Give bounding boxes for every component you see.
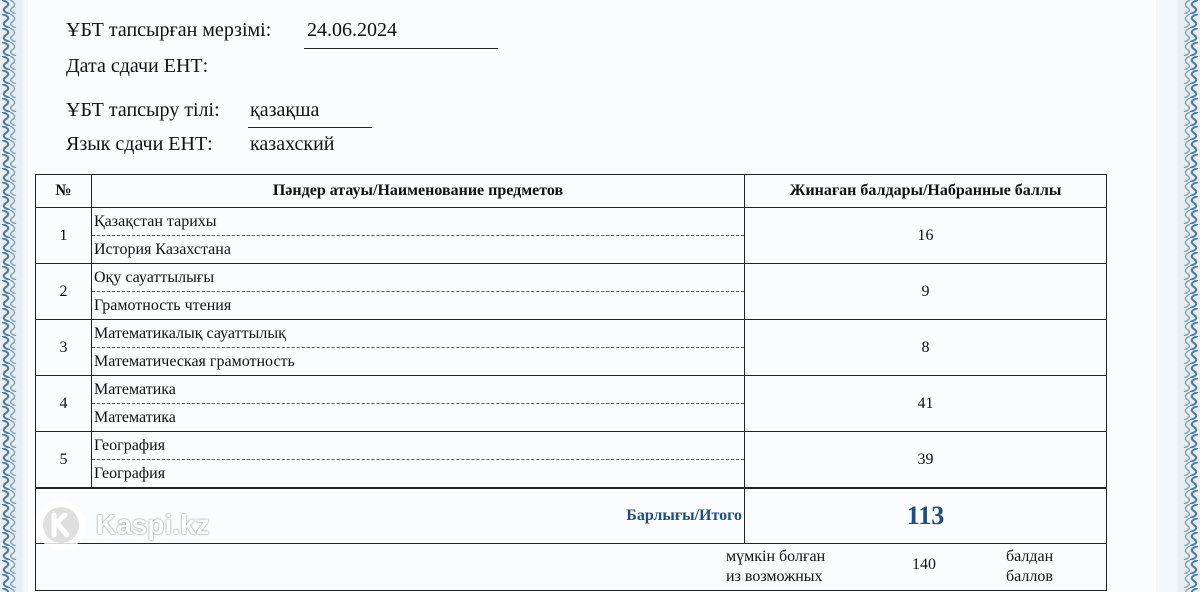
kaspi-logo-icon bbox=[36, 500, 86, 550]
exam-language-value-kz: қазақша bbox=[250, 99, 320, 121]
row-number: 4 bbox=[36, 376, 92, 432]
possible-label-kz: мүмкін болған bbox=[726, 548, 826, 565]
subject-name-kz: География bbox=[92, 432, 744, 460]
possible-score-value: 140 bbox=[912, 556, 936, 573]
from-label-ru: баллов bbox=[1006, 568, 1053, 585]
subject-name-ru: География bbox=[94, 465, 166, 482]
subject-score: 8 bbox=[745, 320, 1107, 376]
row-number: 3 bbox=[36, 320, 92, 376]
exam-language-underline bbox=[248, 127, 372, 128]
exam-date-value: 24.06.2024 bbox=[307, 19, 397, 41]
subject-cell bbox=[92, 320, 745, 376]
exam-language-row bbox=[66, 99, 220, 122]
total-score: 113 bbox=[745, 488, 1107, 544]
table-row bbox=[36, 320, 1107, 376]
row-number: 5 bbox=[36, 432, 92, 489]
subject-score: 9 bbox=[745, 264, 1107, 320]
subject-cell bbox=[92, 432, 745, 489]
table-row bbox=[36, 432, 1107, 489]
kaspi-watermark-text: Kaspi.kz bbox=[96, 509, 210, 540]
right-ornament-border bbox=[1178, 0, 1200, 592]
table-row bbox=[36, 208, 1107, 264]
row-number: 2 bbox=[36, 264, 92, 320]
subject-name-ru: Грамотность чтения bbox=[94, 297, 232, 314]
subject-name-ru: Математика bbox=[94, 409, 176, 426]
subject-name-kz: Математикалық сауаттылық bbox=[92, 320, 744, 348]
subject-name-ru: Математическая грамотность bbox=[94, 353, 295, 370]
possible-label-ru: из возможных bbox=[726, 568, 823, 585]
column-header-score: Жинаған балдары/Набранные баллы bbox=[745, 175, 1107, 208]
subject-name-ru: История Казахстана bbox=[94, 241, 231, 258]
subject-cell bbox=[92, 376, 745, 432]
exam-language-label-kz: ҰБТ тапсыру тілі: bbox=[66, 99, 220, 121]
exam-date-underline bbox=[304, 48, 498, 49]
exam-date-label-ru: Дата сдачи ЕНТ: bbox=[66, 55, 209, 77]
subject-name-kz: Математика bbox=[92, 376, 744, 404]
subject-score: 16 bbox=[745, 208, 1107, 264]
subject-score: 41 bbox=[745, 376, 1107, 432]
kaspi-watermark bbox=[36, 500, 210, 550]
exam-date-label-kz: ҰБТ тапсырған мерзімі: bbox=[66, 19, 272, 41]
column-header-number: № bbox=[36, 175, 92, 208]
total-label: Барлығы/Итого bbox=[36, 488, 745, 544]
exam-language-value-ru: казахский bbox=[250, 133, 335, 155]
exam-date-row bbox=[66, 19, 271, 42]
row-number: 1 bbox=[36, 208, 92, 264]
possible-score-cell bbox=[36, 544, 1107, 591]
column-header-subject: Пәндер атауы/Наименование предметов bbox=[92, 175, 745, 208]
left-ornament-border bbox=[0, 0, 22, 592]
possible-score-row bbox=[36, 544, 1107, 591]
subject-score: 39 bbox=[745, 432, 1107, 489]
table-row bbox=[36, 264, 1107, 320]
subject-name-kz: Оқу сауаттылығы bbox=[92, 264, 744, 292]
from-label-kz: балдан bbox=[1006, 548, 1054, 565]
table-row bbox=[36, 376, 1107, 432]
subject-cell bbox=[92, 264, 745, 320]
subject-cell bbox=[92, 208, 745, 264]
exam-language-label-ru: Язык сдачи ЕНТ: bbox=[66, 133, 213, 155]
table-header-row bbox=[36, 175, 1107, 208]
subject-name-kz: Қазақстан тарихы bbox=[92, 208, 744, 236]
